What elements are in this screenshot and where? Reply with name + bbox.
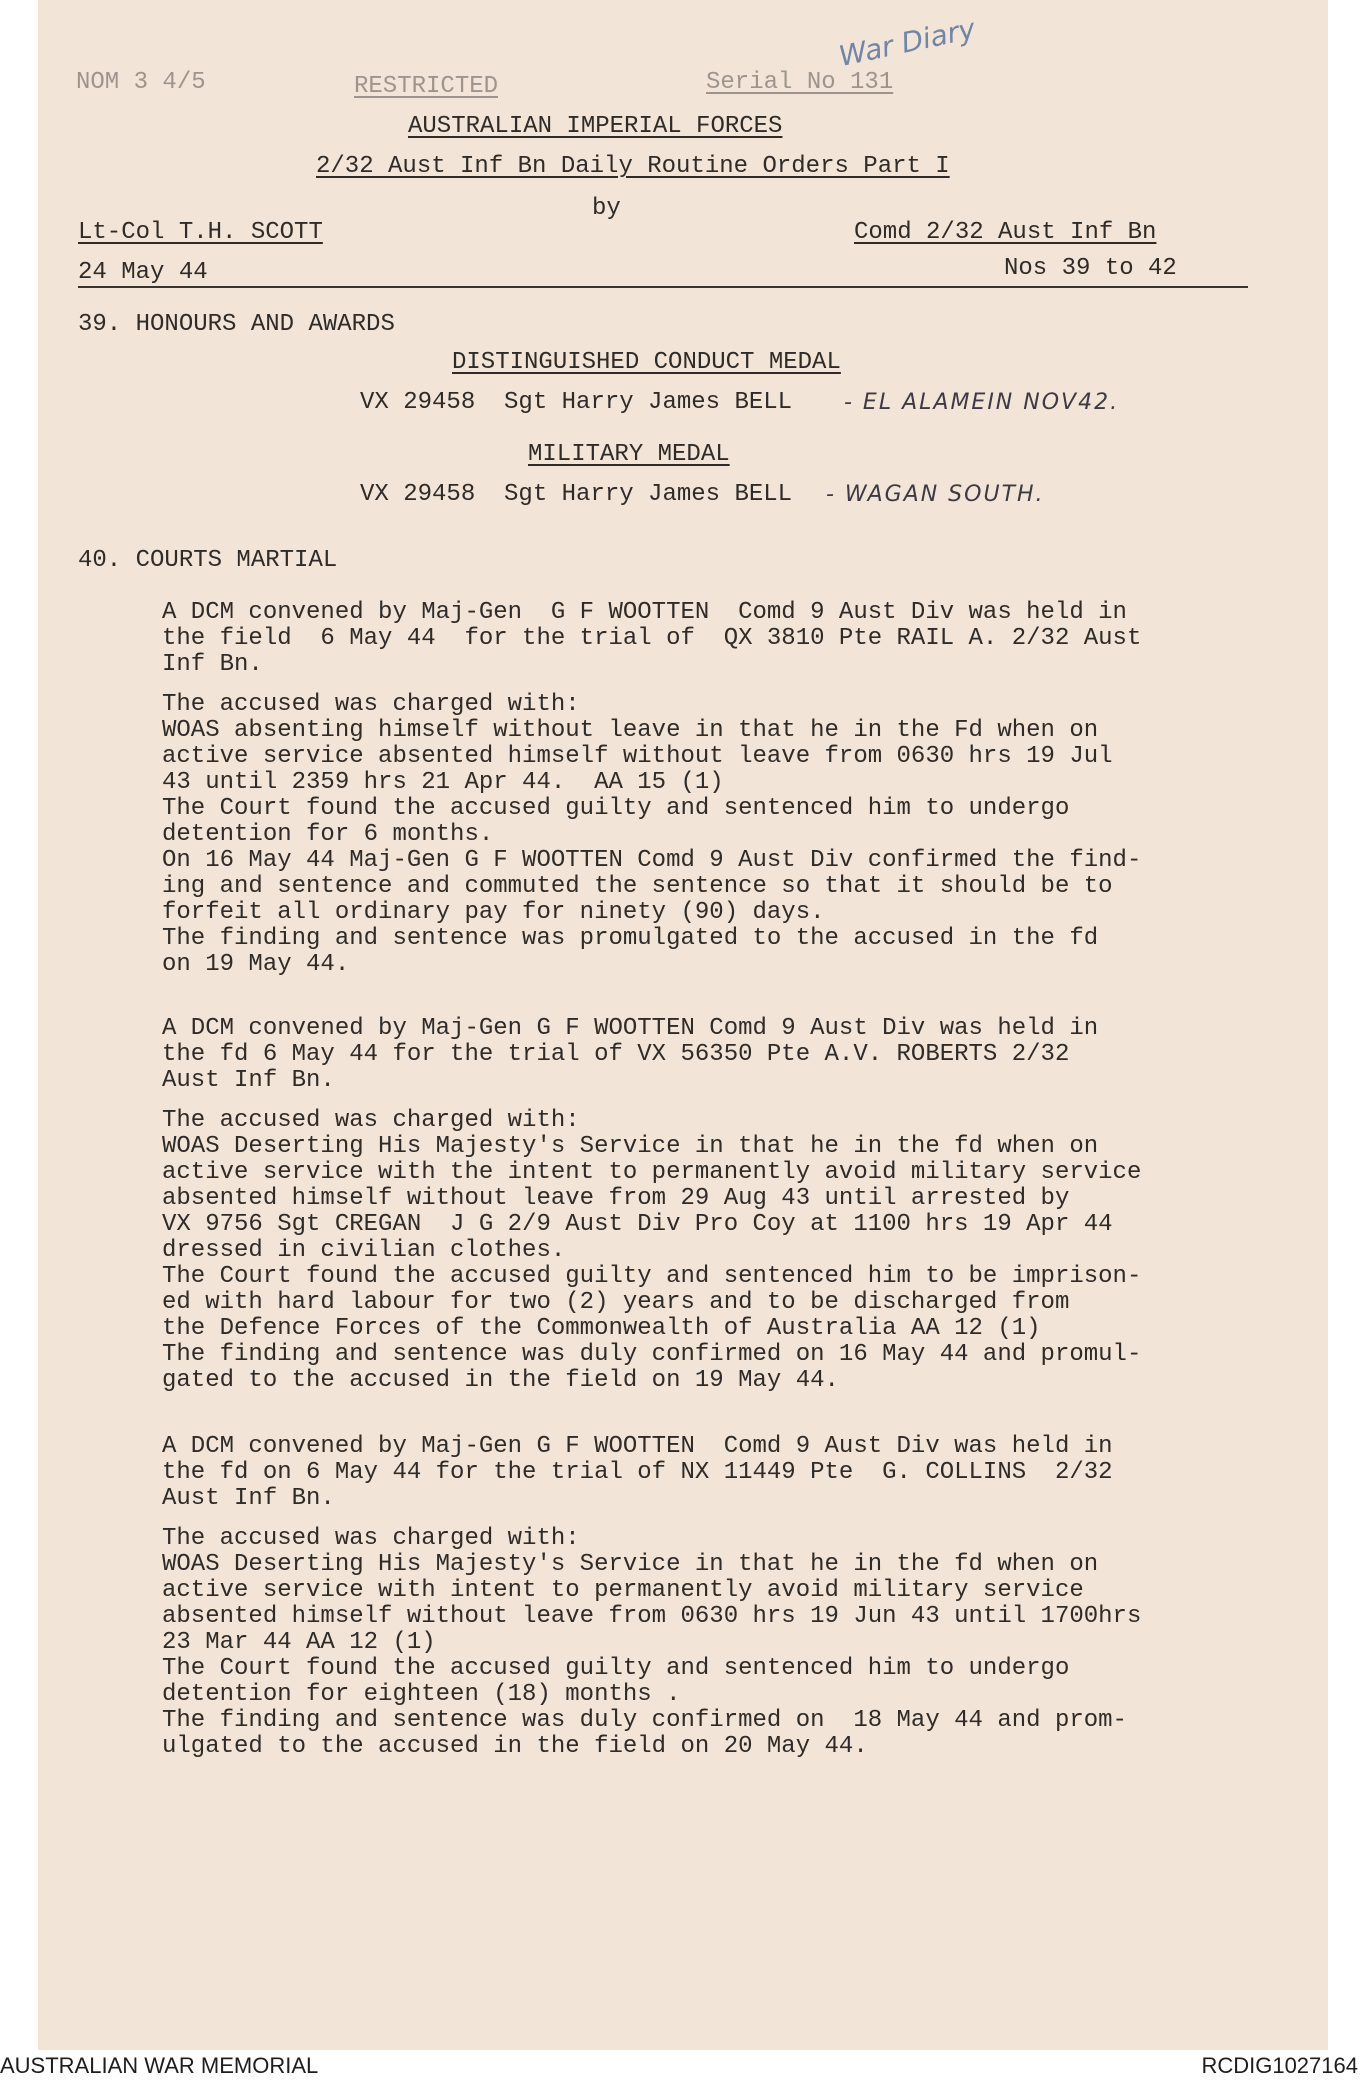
case-line: ulgated to the accused in the field on 20 May 44. (162, 1733, 868, 1760)
dcm-title: DISTINGUISHED CONDUCT MEDAL (452, 349, 841, 376)
case-line: The finding and sentence was duly confirmed on 16 May 44 and promul- (162, 1341, 1142, 1368)
case-line: The Court found the accused guilty and sentenced him to undergo (162, 1655, 1070, 1682)
dcm-entry: VX 29458 Sgt Harry James BELL (360, 389, 793, 416)
case-line: active service with the intent to permanently avoid military service (162, 1159, 1142, 1186)
case-line: the fd on 6 May 44 for the trial of NX 11449 Pte G. COLLINS 2/32 (162, 1459, 1113, 1486)
case-line: 43 until 2359 hrs 21 Apr 44. AA 15 (1) (162, 769, 724, 796)
case-line: VX 9756 Sgt CREGAN J G 2/9 Aust Div Pro Coy at 1100 hrs 19 Apr 44 (162, 1211, 1113, 1238)
case-line: 23 Mar 44 AA 12 (1) (162, 1629, 436, 1656)
case-line: absented himself without leave from 29 Aug 43 until arrested by (162, 1185, 1070, 1212)
case-line: forfeit all ordinary pay for ninety (90) days. (162, 899, 825, 926)
case-line: dressed in civilian clothes. (162, 1237, 566, 1264)
mm-handwritten-note: - WAGAN SOUTH. (826, 482, 1045, 507)
case-line: The finding and sentence was duly confirmed on 18 May 44 and prom- (162, 1707, 1127, 1734)
case-line: WOAS Deserting His Majesty's Service in that he in the fd when on (162, 1551, 1099, 1578)
case-line: detention for eighteen (18) months . (162, 1681, 681, 1708)
handwritten-war-diary-note: War Diary (835, 11, 979, 74)
case-line: active service absented himself without leave from 0630 hrs 19 Jul (162, 743, 1113, 770)
case-line: ing and sentence and commuted the sentence so that it should be to (162, 873, 1113, 900)
command-line: Comd 2/32 Aust Inf Bn (854, 219, 1157, 246)
section-39-heading: 39. HONOURS AND AWARDS (78, 311, 395, 338)
archive-footer-left: AUSTRALIAN WAR MEMORIAL (0, 2053, 319, 2078)
order-numbers: Nos 39 to 42 (1004, 255, 1177, 282)
case-line: A DCM convened by Maj-Gen G F WOOTTEN Comd 9 Aust Div was held in (162, 599, 1127, 626)
case-line: the field 6 May 44 for the trial of QX 3810 Pte RAIL A. 2/32 Aust (162, 625, 1142, 652)
case-line: On 16 May 44 Maj-Gen G F WOOTTEN Comd 9 Aust Div confirmed the find- (162, 847, 1142, 874)
serial-number: Serial No 131 (706, 69, 894, 96)
case-line: absented himself without leave from 0630 hrs 19 Jun 43 until 1700hrs (162, 1603, 1142, 1630)
dcm-handwritten-note: - EL ALAMEIN NOV42. (844, 390, 1120, 415)
order-date: 24 May 44 (78, 259, 208, 286)
case-line: gated to the accused in the field on 19 May 44. (162, 1367, 839, 1394)
by-label: by (592, 195, 621, 222)
case-line: The finding and sentence was promulgated to the accused in the fd (162, 925, 1099, 952)
officer-name: Lt-Col T.H. SCOTT (78, 219, 323, 246)
section-40-heading: 40. COURTS MARTIAL (78, 547, 338, 574)
document-subtitle: 2/32 Aust Inf Bn Daily Routine Orders Part I (316, 153, 950, 180)
case-line: ed with hard labour for two (2) years and to be discharged from (162, 1289, 1070, 1316)
restricted-mark: RESTRICTED (354, 73, 499, 100)
case-line: The Court found the accused guilty and sentenced him to undergo (162, 795, 1070, 822)
header-rule (78, 286, 1248, 288)
top-left-stamp: NOM 3 4/5 (76, 69, 206, 96)
case-line: Aust Inf Bn. (162, 1485, 335, 1512)
case-line: The accused was charged with: (162, 1107, 580, 1134)
case-line: on 19 May 44. (162, 951, 350, 978)
archive-footer-right: RCDIG1027164 (1201, 2053, 1358, 2078)
mm-title: MILITARY MEDAL (528, 441, 730, 468)
case-line: Inf Bn. (162, 651, 263, 678)
document-title: AUSTRALIAN IMPERIAL FORCES (408, 113, 783, 140)
case-line: active service with intent to permanently avoid military service (162, 1577, 1084, 1604)
document-page (38, 0, 1328, 2050)
case-line: WOAS absenting himself without leave in that he in the Fd when on (162, 717, 1099, 744)
case-line: the Defence Forces of the Commonwealth of Australia AA 12 (1) (162, 1315, 1041, 1342)
case-line: detention for 6 months. (162, 821, 494, 848)
case-line: the fd 6 May 44 for the trial of VX 56350 Pte A.V. ROBERTS 2/32 (162, 1041, 1070, 1068)
mm-entry: VX 29458 Sgt Harry James BELL (360, 481, 793, 508)
case-line: A DCM convened by Maj-Gen G F WOOTTEN Comd 9 Aust Div was held in (162, 1015, 1099, 1042)
case-line: WOAS Deserting His Majesty's Service in that he in the fd when on (162, 1133, 1099, 1160)
case-line: The accused was charged with: (162, 691, 580, 718)
case-line: The Court found the accused guilty and sentenced him to be imprison- (162, 1263, 1142, 1290)
case-line: A DCM convened by Maj-Gen G F WOOTTEN Comd 9 Aust Div was held in (162, 1433, 1113, 1460)
case-line: The accused was charged with: (162, 1525, 580, 1552)
case-line: Aust Inf Bn. (162, 1067, 335, 1094)
